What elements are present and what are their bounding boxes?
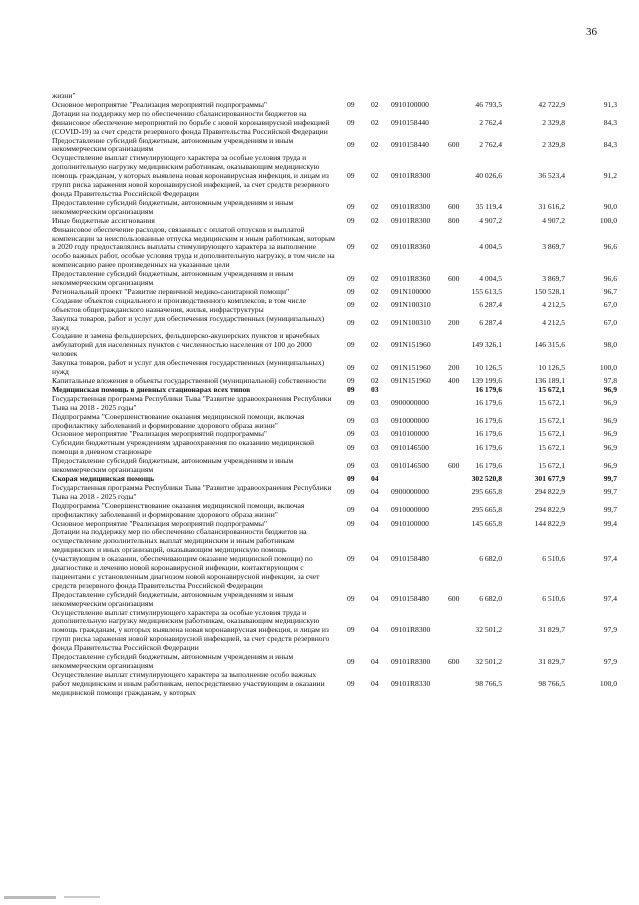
planned-amount: 149 326,1 bbox=[471, 340, 502, 350]
subsection-code: 02 bbox=[371, 362, 379, 372]
subsection-code: 02 bbox=[371, 171, 379, 181]
executed-amount: 15 672,1 bbox=[538, 384, 565, 394]
expense-type-code: 600 bbox=[448, 273, 460, 283]
planned-amount: 6 287,4 bbox=[479, 318, 502, 328]
section-code: 09 bbox=[347, 442, 355, 452]
table-row bbox=[52, 484, 617, 502]
subsection-code: 03 bbox=[371, 398, 379, 408]
planned-amount: 139 199,6 bbox=[471, 376, 502, 385]
planned-amount: 302 520,8 bbox=[471, 473, 502, 483]
executed-amount: 36 523,4 bbox=[538, 171, 565, 181]
target-article-code: 09101R8300 bbox=[391, 215, 431, 225]
section-code: 09 bbox=[347, 398, 355, 408]
planned-amount: 6 287,4 bbox=[479, 300, 502, 310]
table-row bbox=[52, 457, 617, 475]
row-name: Предоставление субсидий бюджетным, автономным учреждениям и иным некоммерческим организациям bbox=[52, 652, 294, 670]
target-article-code: 09101R8300 bbox=[391, 625, 431, 635]
planned-amount: 16 179,6 bbox=[475, 416, 502, 426]
section-code: 09 bbox=[347, 656, 355, 666]
executed-amount: 150 528,1 bbox=[534, 286, 565, 296]
target-article-code: 091N151960 bbox=[391, 340, 431, 350]
target-article-code: 09101R8300 bbox=[391, 656, 431, 666]
planned-amount: 16 179,6 bbox=[475, 460, 502, 470]
subsection-code: 02 bbox=[371, 99, 379, 109]
planned-amount: 4 004,5 bbox=[479, 242, 502, 252]
execution-percent: 96,9 bbox=[603, 398, 617, 408]
planned-amount: 32 501,2 bbox=[475, 625, 502, 635]
executed-amount: 2 329,8 bbox=[542, 117, 565, 127]
target-article-code: 09101R8330 bbox=[391, 678, 431, 688]
execution-percent: 100,0 bbox=[599, 215, 617, 225]
page-number: 36 bbox=[586, 26, 597, 38]
subsection-code: 02 bbox=[371, 286, 379, 296]
target-article-code: 0910100000 bbox=[391, 429, 429, 439]
row-name: Скорая медицинская помощь bbox=[52, 473, 155, 483]
target-article-code: 0910100000 bbox=[391, 99, 429, 109]
section-code: 09 bbox=[347, 554, 355, 564]
row-name: Осуществление выплат стимулирующего характера за выполнение особо важных работ медицинским и иным работникам, непосредственно участвующим в оказании медицинской помощи гражданам, у которых bbox=[52, 669, 325, 697]
executed-amount: 294 822,9 bbox=[534, 505, 565, 515]
target-article-code: 0910100000 bbox=[391, 518, 429, 528]
scan-artifact bbox=[4, 896, 56, 899]
table-row bbox=[52, 528, 617, 590]
planned-amount: 2 762,4 bbox=[479, 139, 502, 149]
target-article-code: 0910000000 bbox=[391, 505, 429, 515]
subsection-code: 02 bbox=[371, 318, 379, 328]
target-article-code: 091N151960 bbox=[391, 376, 431, 385]
target-article-code: 0900000000 bbox=[391, 487, 429, 497]
target-article-code: 091N100310 bbox=[391, 300, 431, 310]
section-code: 09 bbox=[347, 286, 355, 296]
executed-amount: 136 189,1 bbox=[534, 376, 565, 385]
row-name: Основное мероприятие "Реализация мероприятий подпрограммы" bbox=[52, 429, 268, 439]
execution-percent: 84,3 bbox=[603, 139, 617, 149]
row-name: Предоставление субсидий бюджетным, автономным учреждениям и иным некоммерческим организациям bbox=[52, 589, 294, 608]
executed-amount: 10 126,5 bbox=[538, 362, 565, 372]
target-article-code: 09101R8300 bbox=[391, 171, 431, 181]
subsection-code: 02 bbox=[371, 376, 379, 385]
execution-percent: 98,0 bbox=[603, 340, 617, 350]
executed-amount: 6 510,6 bbox=[542, 554, 565, 564]
execution-percent: 99,7 bbox=[603, 487, 617, 497]
subsection-code: 02 bbox=[371, 215, 379, 225]
section-code: 09 bbox=[347, 487, 355, 497]
table-row bbox=[52, 154, 617, 199]
table-row bbox=[52, 359, 617, 377]
execution-percent: 100,0 bbox=[599, 678, 617, 688]
planned-amount: 2 762,4 bbox=[479, 117, 502, 127]
expense-type-code: 600 bbox=[448, 139, 460, 149]
row-name: Региональный проект "Развитие первичной медико-санитарной помощи" bbox=[52, 286, 290, 296]
executed-amount: 3 869,7 bbox=[542, 273, 565, 283]
table-row bbox=[52, 413, 617, 431]
executed-amount: 31 616,2 bbox=[538, 202, 565, 212]
table-row bbox=[52, 395, 617, 413]
subsection-code: 02 bbox=[371, 273, 379, 283]
table-row bbox=[52, 439, 617, 457]
row-name: Предоставление субсидий бюджетным, автономным учреждениям и иным некоммерческим организациям bbox=[52, 197, 294, 216]
section-code: 09 bbox=[347, 594, 355, 604]
planned-amount: 295 665,8 bbox=[471, 487, 502, 497]
subsection-code: 03 bbox=[371, 384, 379, 394]
target-article-code: 0910158440 bbox=[391, 117, 429, 127]
subsection-code: 03 bbox=[371, 416, 379, 426]
executed-amount: 15 672,1 bbox=[538, 398, 565, 408]
section-code: 09 bbox=[347, 99, 355, 109]
execution-percent: 99,7 bbox=[603, 473, 617, 483]
subsection-code: 04 bbox=[371, 594, 379, 604]
execution-percent: 96,7 bbox=[603, 286, 617, 296]
planned-amount: 32 501,2 bbox=[475, 656, 502, 666]
section-code: 09 bbox=[347, 518, 355, 528]
target-article-code: 091N100000 bbox=[391, 286, 431, 296]
table-row bbox=[52, 315, 617, 333]
row-name: Осуществление выплат стимулирующего характера за особые условия труда и дополнительную нагрузку медицинским работникам, оказывающим медицинскую помощь гражданам, у которых выявлена новая коронавирусная инфекция, и лицам из групп риска заражения новой коронавирусной инфекцией, за счет средств резервного фонда Правительства Российской Федерации bbox=[52, 153, 330, 198]
target-article-code: 0910146500 bbox=[391, 460, 429, 470]
section-code: 09 bbox=[347, 384, 355, 394]
section-code: 09 bbox=[347, 242, 355, 252]
execution-percent: 96,9 bbox=[603, 429, 617, 439]
table-row bbox=[52, 671, 617, 698]
executed-amount: 42 722,9 bbox=[538, 99, 565, 109]
execution-percent: 96,9 bbox=[603, 442, 617, 452]
executed-amount: 6 510,6 bbox=[542, 594, 565, 604]
target-article-code: 09101R8360 bbox=[391, 242, 431, 252]
executed-amount: 3 869,7 bbox=[542, 242, 565, 252]
table-row bbox=[52, 653, 617, 671]
section-code: 09 bbox=[347, 625, 355, 635]
target-article-code: 091N151960 bbox=[391, 362, 431, 372]
planned-amount: 35 119,4 bbox=[475, 202, 502, 212]
section-code: 09 bbox=[347, 300, 355, 310]
planned-amount: 16 179,6 bbox=[475, 429, 502, 439]
executed-amount: 31 829,7 bbox=[538, 625, 565, 635]
table-row bbox=[52, 609, 617, 654]
execution-percent: 96,9 bbox=[603, 460, 617, 470]
row-name: Медицинская помощь в дневных стационарах всех типов bbox=[52, 384, 251, 394]
target-article-code: 091N100310 bbox=[391, 318, 431, 328]
target-article-code: 09101R8360 bbox=[391, 273, 431, 283]
row-name: Создание и замена фельдшерских, фельдшерско-акушерских пунктов и врачебных амбулаторий для населенных пунктов с численностью населения от 100 до 2000 человек bbox=[52, 331, 320, 359]
execution-percent: 97,4 bbox=[603, 594, 617, 604]
execution-percent: 97,4 bbox=[603, 554, 617, 564]
expense-type-code: 600 bbox=[448, 460, 460, 470]
expense-type-code: 400 bbox=[448, 376, 460, 385]
subsection-code: 02 bbox=[371, 117, 379, 127]
target-article-code: 0910158480 bbox=[391, 594, 429, 604]
section-code: 09 bbox=[347, 202, 355, 212]
expense-type-code: 600 bbox=[448, 594, 460, 604]
section-code: 09 bbox=[347, 171, 355, 181]
expense-type-code: 200 bbox=[448, 318, 460, 328]
planned-amount: 46 793,5 bbox=[475, 99, 502, 109]
row-name: Осуществление выплат стимулирующего характера за особые условия труда и дополнительную нагрузку медицинским работникам, оказывающим медицинскую помощь гражданам, у которых выявлена новая коронавирусная инфекция, и лицам из групп риска заражения новой коронавирусной инфекцией, за счет средств резервного фонда Правительства Российской Федерации bbox=[52, 607, 330, 653]
subsection-code: 04 bbox=[371, 625, 379, 635]
execution-percent: 99,4 bbox=[603, 518, 617, 528]
row-name: Финансовое обеспечение расходов, связанных с оплатой отпусков и выплатой компенсации за неиспользованные отпуска медицинским и иным работникам, которым в 2020 году предоставлялись выплаты стимулирующего характера за выполнение особо важных работ, особые условия труда и дополнительную нагрузку, в том числе на компенсацию ранее произведенных на указанные цели bbox=[52, 224, 335, 270]
execution-percent: 97,8 bbox=[603, 376, 617, 385]
execution-percent: 91,3 bbox=[603, 99, 617, 109]
execution-percent: 67,0 bbox=[603, 318, 617, 328]
section-code: 09 bbox=[347, 416, 355, 426]
target-article-code: 0910000000 bbox=[391, 416, 429, 426]
table-row bbox=[52, 591, 617, 609]
subsection-code: 02 bbox=[371, 202, 379, 212]
row-name: Предоставление субсидий бюджетным, автономным учреждениям и иным некоммерческим организациям bbox=[52, 269, 294, 288]
row-name: Подпрограмма "Совершенствование оказания медицинской помощи, включая профилактику заболеваний и формирование здорового образа жизни" bbox=[52, 500, 305, 519]
execution-percent: 97,9 bbox=[603, 625, 617, 635]
execution-percent: 96,9 bbox=[603, 416, 617, 426]
section-code: 09 bbox=[347, 318, 355, 328]
section-code: 09 bbox=[347, 362, 355, 372]
section-code: 09 bbox=[347, 473, 355, 483]
budget-table bbox=[52, 92, 617, 698]
subsection-code: 04 bbox=[371, 656, 379, 666]
execution-percent: 90,0 bbox=[603, 202, 617, 212]
execution-percent: 96,9 bbox=[603, 384, 617, 394]
executed-amount: 144 822,9 bbox=[534, 518, 565, 528]
executed-amount: 98 766,5 bbox=[538, 678, 565, 688]
row-name: Закупка товаров, работ и услуг для обеспечения государственных (муниципальных) нужд bbox=[52, 358, 325, 377]
row-name: Создание объектов социального и производственного комплексов, в том числе объектов общегражданского назначения, жилья, инфраструктуры bbox=[52, 295, 306, 314]
row-name: Государственная программа Республики Тыва "Развитие здравоохранения Республики Тыва на 2018 - 2025 годы" bbox=[52, 393, 332, 412]
section-code: 09 bbox=[347, 139, 355, 149]
row-name: Субсидии бюджетным учреждениям здравоохранения по оказанию медицинской помощи в дневном стационаре bbox=[52, 438, 315, 457]
row-name: Государственная программа Республики Тыва "Развитие здравоохранения Республики Тыва на 2018 - 2025 годы" bbox=[52, 482, 332, 501]
row-name: Основное мероприятие "Реализация мероприятий подпрограммы" bbox=[52, 99, 268, 109]
section-code: 09 bbox=[347, 505, 355, 515]
table-row bbox=[52, 270, 617, 288]
execution-percent: 97,9 bbox=[603, 656, 617, 666]
target-article-code: 0910158440 bbox=[391, 139, 429, 149]
executed-amount: 294 822,9 bbox=[534, 487, 565, 497]
table-row bbox=[52, 137, 617, 155]
subsection-code: 04 bbox=[371, 505, 379, 515]
execution-percent: 84,3 bbox=[603, 117, 617, 127]
table-row bbox=[52, 502, 617, 520]
planned-amount: 155 613,5 bbox=[471, 286, 502, 296]
executed-amount: 15 672,1 bbox=[538, 460, 565, 470]
row-name: Закупка товаров, работ и услуг для обеспечения государственных (муниципальных) нужд bbox=[52, 313, 325, 332]
execution-percent: 91,2 bbox=[603, 171, 617, 181]
executed-amount: 301 677,9 bbox=[534, 473, 565, 483]
section-code: 09 bbox=[347, 340, 355, 350]
executed-amount: 146 315,6 bbox=[534, 340, 565, 350]
execution-percent: 99,7 bbox=[603, 505, 617, 515]
planned-amount: 4 004,5 bbox=[479, 273, 502, 283]
planned-amount: 6 682,0 bbox=[479, 594, 502, 604]
planned-amount: 6 682,0 bbox=[479, 554, 502, 564]
expense-type-code: 800 bbox=[448, 215, 460, 225]
planned-amount: 40 026,6 bbox=[475, 171, 502, 181]
executed-amount: 4 212,5 bbox=[542, 300, 565, 310]
execution-percent: 96,6 bbox=[603, 242, 617, 252]
subsection-code: 02 bbox=[371, 300, 379, 310]
row-name: Основное мероприятие "Реализация мероприятий подпрограммы" bbox=[52, 518, 268, 528]
row-name: Предоставление субсидий бюджетным, автономным учреждениям и иным некоммерческим организациям bbox=[52, 456, 294, 475]
table-row bbox=[52, 332, 617, 359]
planned-amount: 4 907,2 bbox=[479, 215, 502, 225]
planned-amount: 16 179,6 bbox=[475, 442, 502, 452]
row-name: жизни" bbox=[52, 91, 76, 100]
expense-type-code: 600 bbox=[448, 202, 460, 212]
expense-type-code: 600 bbox=[448, 656, 460, 666]
target-article-code: 0910146500 bbox=[391, 442, 429, 452]
row-name: Предоставление субсидий бюджетным, автономным учреждениям и иным некоммерческим организациям bbox=[52, 135, 294, 154]
row-name: Иные бюджетные ассигнования bbox=[52, 215, 155, 225]
table-row bbox=[52, 297, 617, 315]
table-row bbox=[52, 110, 617, 137]
subsection-code: 03 bbox=[371, 429, 379, 439]
planned-amount: 16 179,6 bbox=[475, 384, 502, 394]
target-article-code: 0900000000 bbox=[391, 398, 429, 408]
planned-amount: 145 665,8 bbox=[471, 518, 502, 528]
planned-amount: 10 126,5 bbox=[475, 362, 502, 372]
execution-percent: 96,6 bbox=[603, 273, 617, 283]
executed-amount: 2 329,8 bbox=[542, 139, 565, 149]
subsection-code: 04 bbox=[371, 487, 379, 497]
executed-amount: 15 672,1 bbox=[538, 442, 565, 452]
subsection-code: 04 bbox=[371, 473, 379, 483]
subsection-code: 03 bbox=[371, 442, 379, 452]
expense-type-code: 200 bbox=[448, 362, 460, 372]
table-row bbox=[52, 199, 617, 217]
subsection-code: 02 bbox=[371, 242, 379, 252]
section-code: 09 bbox=[347, 429, 355, 439]
row-name: Подпрограмма "Совершенствование оказания медицинской помощи, включая профилактику заболеваний и формирование здорового образа жизни" bbox=[52, 411, 305, 430]
section-code: 09 bbox=[347, 678, 355, 688]
scan-artifact bbox=[64, 896, 100, 898]
execution-percent: 67,0 bbox=[603, 300, 617, 310]
executed-amount: 4 212,5 bbox=[542, 318, 565, 328]
row-name: Дотации на поддержку мер по обеспечению сбалансированности бюджетов на финансовое обеспечение мероприятий по борьбе с новой коронавирусной инфекцией (COVID-19) за счет средств резервного фонда Правительства Российской Федерации bbox=[52, 108, 330, 136]
subsection-code: 03 bbox=[371, 460, 379, 470]
section-code: 09 bbox=[347, 273, 355, 283]
section-code: 09 bbox=[347, 215, 355, 225]
row-name: Капитальные вложения в объекты государственной (муниципальной) собственности bbox=[52, 376, 326, 385]
executed-amount: 15 672,1 bbox=[538, 429, 565, 439]
subsection-code: 04 bbox=[371, 678, 379, 688]
target-article-code: 09101R8300 bbox=[391, 202, 431, 212]
planned-amount: 295 665,8 bbox=[471, 505, 502, 515]
subsection-code: 02 bbox=[371, 340, 379, 350]
execution-percent: 100,0 bbox=[599, 362, 617, 372]
section-code: 09 bbox=[347, 376, 355, 385]
section-code: 09 bbox=[347, 117, 355, 127]
executed-amount: 4 907,2 bbox=[542, 215, 565, 225]
target-article-code: 0910158480 bbox=[391, 554, 429, 564]
executed-amount: 15 672,1 bbox=[538, 416, 565, 426]
section-code: 09 bbox=[347, 460, 355, 470]
subsection-code: 04 bbox=[371, 554, 379, 564]
row-name: Дотации на поддержку мер по обеспечению сбалансированности бюджетов на осуществление дополнительных выплат медицинским и иным работникам медицинских и иных организаций, оказывающим медицинскую помощь (участвующим в оказании, обеспечивающим оказание медицинской помощи) по диагностике и лечению новой коронавирусной инфекции, контактирующим с пациентами с установленным диагнозом новой коронавирусной инфекции, за счет средств резервного фонда Правительства Российской Федерации bbox=[52, 527, 320, 590]
subsection-code: 02 bbox=[371, 139, 379, 149]
planned-amount: 16 179,6 bbox=[475, 398, 502, 408]
executed-amount: 31 829,7 bbox=[538, 656, 565, 666]
planned-amount: 98 766,5 bbox=[475, 678, 502, 688]
table-row bbox=[52, 226, 617, 271]
subsection-code: 04 bbox=[371, 518, 379, 528]
